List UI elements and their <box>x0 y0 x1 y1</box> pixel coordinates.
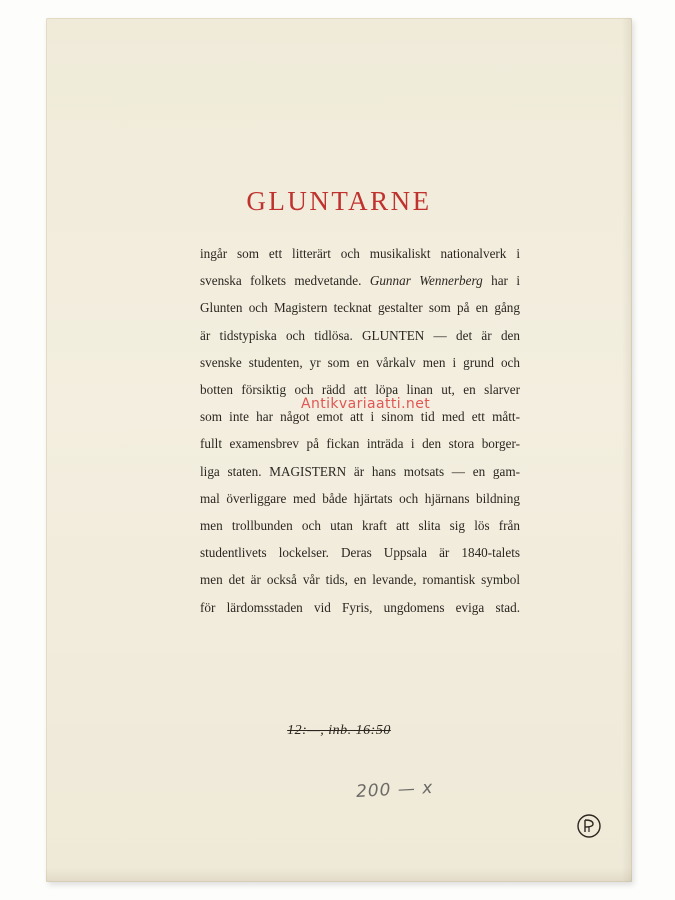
blurb-line: botten försiktig och rädd att löpa linan ut, en slarver <box>200 382 520 398</box>
blurb-text <box>200 240 520 621</box>
blurb-line: men det är också vår tids, en levande, romantisk symbol <box>200 572 520 588</box>
blurb-line: som inte har något emot att i sinom tid med ett mått- <box>200 409 520 425</box>
cover-bottom-edge <box>46 868 632 882</box>
blurb-line: mal överliggare med både hjärtats och hjärnans bildning <box>200 490 520 506</box>
watermark: Antikvariaatti.net <box>301 396 431 412</box>
blurb-line: Glunten och Magistern tecknat gestalter som på en gång <box>200 300 520 316</box>
blurb-line: men trollbunden och utan kraft att slita sig lös från <box>200 518 520 534</box>
blurb-line: fullt examensbrev på fickan inträda i den stora borger- <box>200 436 520 452</box>
price-label: 12:—, inb. 16:50 <box>287 723 391 738</box>
cover-edge-shadow <box>622 18 632 882</box>
blurb-line <box>200 267 520 294</box>
publisher-monogram-icon <box>576 813 602 839</box>
author-name: Gunnar Wennerberg <box>369 273 483 289</box>
blurb-line: studentlivets lockelser. Deras Uppsala är 1840-talets <box>200 545 520 561</box>
blurb-line: liga staten. MAGISTERN är hans motsats — en gam- <box>200 463 520 479</box>
pencil-price-note: 200 — x <box>355 777 434 803</box>
blurb-line: för lärdomsstaden vid Fyris, ungdomens eviga stad. <box>200 599 520 615</box>
blurb-line: svenske studenten, yr som en vårkalv men i grund och <box>200 354 520 370</box>
blurb-line: ingår som ett litterärt och musikaliskt nationalverk i <box>200 246 520 261</box>
book-back-cover <box>46 18 632 882</box>
blurb-line: är tidstypiska och tidlösa. GLUNTEN — det är den <box>200 327 520 343</box>
blurb-segment: har i <box>491 273 520 289</box>
blurb-segment: svenska folkets medvetande. <box>200 273 362 289</box>
book-title: GLUNTARNE <box>246 186 432 216</box>
